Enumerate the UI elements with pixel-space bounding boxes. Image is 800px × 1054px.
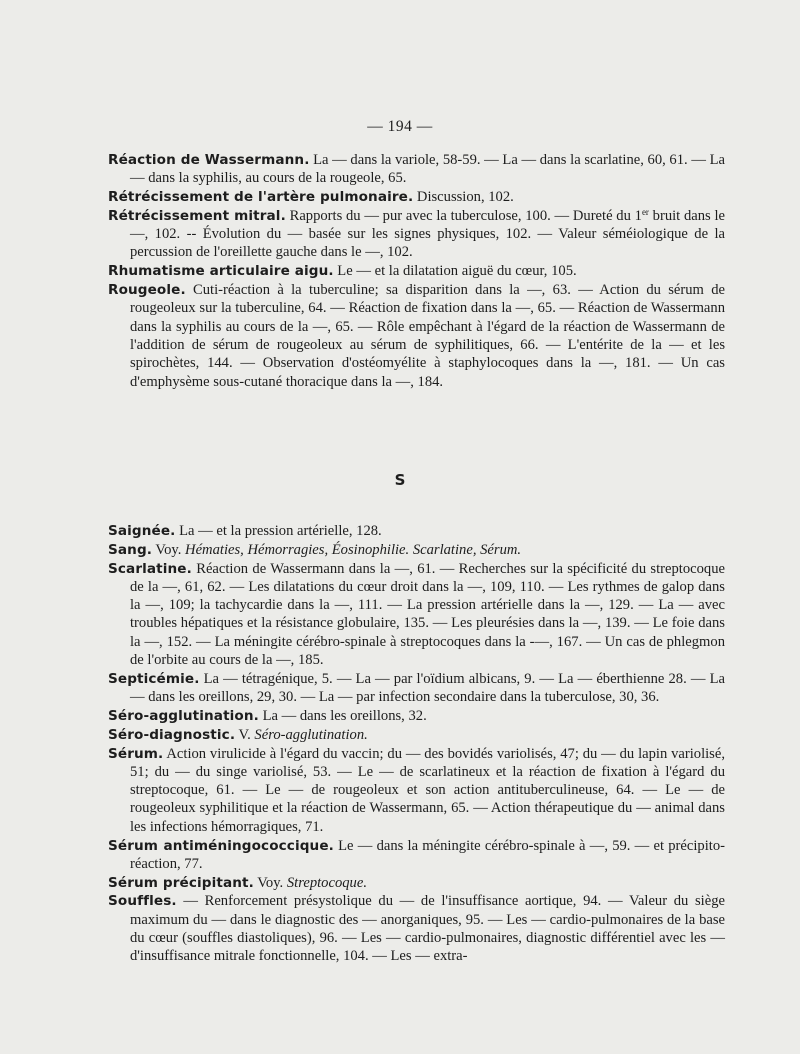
section-letter: S [394, 471, 406, 489]
index-entry [108, 726, 725, 744]
index-block-s [108, 522, 725, 966]
entry-heading: Saignée. [108, 523, 176, 539]
entry-text: La — et la pression artérielle, 128. [175, 523, 382, 539]
entry-heading: Souffles. [108, 893, 177, 910]
index-block-r [108, 151, 725, 391]
entry-text: La — dans les oreillons, 32. [258, 707, 427, 724]
index-entry [108, 892, 725, 965]
index-entry [108, 541, 725, 559]
entry-crossref: Hématies, Hémorragies, Éosinophilie. Scarlatine, Sérum. [185, 541, 522, 558]
index-entry [108, 707, 725, 725]
entry-heading: Séro-agglutination. [108, 707, 259, 724]
entry-text: Réaction de Wassermann dans la —, 61. — Recherches sur la spécificité du streptocoque de la —, 61, 62. — Les dilatations du cœur droit dans la —, 109, 110. — Les rythmes de galop dans la —, 109; la tachycardie dans la —, 111. — La pression artérielle dans la —, 129. — La — avec troubles hépatiques et la résistance globulaire, 135. — Les pleurésies dans la —, 139. — Le foie dans la —, 152. — La méningite cérébro-spinale à streptocoques dans la -—, 167. — Un cas de phlegmon de l'orbite au cours de la —, 185. [130, 560, 725, 669]
index-entry [108, 874, 725, 892]
entry-text: — Renforcement présystolique du — de l'insuffisance aortique, 94. — Valeur du siège maximum du — dans le diagnostic des — anorganiques, 95. — Les — cardio-pulmonaires de la base du cœur (souffles diastoliques), 96. — Les — cardio-pulmonaires, diagnostic différentiel avec les — d'insuffisance mitrale fonctionnelle, 104. — Les — extra- [130, 893, 725, 965]
entry-heading: Séro-diagnostic. [108, 726, 236, 743]
entry-heading: Sang. [108, 541, 153, 558]
entry-text: La — tétragénique, 5. — La — par l'oïdium albicans, 9. — La — éberthienne 28. — La — dans les oreillons, 29, 30. — La — par infection secondaire dans la tuberculose, 30, 36. [130, 670, 725, 706]
index-entry [108, 670, 725, 707]
entry-text: V. [235, 726, 255, 743]
entry-text: Voy. [152, 541, 186, 558]
entry-text: Cuti-réaction à la tuberculine; sa disparition dans la —, 63. — Action du sérum de rougeoleux sur la tuberculine, 64. — Réaction de fixation dans la —, 65. — Réaction de Wassermann dans la syphilis au cours de la —, 65. — Rôle empêchant à l'égard de la réaction de Wassermann de l'addition de sérum de rougeoleux au sérum de syphilitiques, 66. — L'entérite de la — et les spirochètes, 144. — Observation d'ostéomyélite à staphylocoques dans la —, 181. — Un cas d'emphysème sous-cutané thoracique dans la —, 184. [130, 282, 725, 390]
index-entry [108, 151, 725, 188]
entry-heading: Rougeole. [108, 282, 186, 299]
entry-heading: Sérum. [108, 745, 164, 762]
index-entry [108, 188, 725, 206]
entry-heading: Réaction de Wassermann. [108, 152, 310, 168]
index-entry [108, 745, 725, 836]
entry-text: Discussion, 102. [413, 189, 514, 206]
entry-heading: Rétrécissement de l'artère pulmonaire. [108, 189, 414, 206]
entry-crossref: Streptocoque. [286, 874, 367, 891]
entry-text: Le — et la dilatation aiguë du cœur, 105. [333, 263, 577, 280]
index-entry [108, 281, 725, 391]
index-entry [108, 837, 725, 874]
index-entry [108, 560, 725, 670]
entry-text: Le — dans la méningite cérébro-spinale à —, 59. — et précipito-réaction, 77. [130, 837, 725, 872]
entry-heading: Scarlatine. [108, 560, 192, 577]
entry-text: Action virulicide à l'égard du vaccin; du — des bovidés variolisés, 47; du — du lapin variolisé, 51; du — du singe variolisé, 53. — Le — de scarlatineux et la réaction de fixation à l'égard du streptocoque, 61. — Le — de rougeoleux et son action antituberculineuse, 64. — Le — de rougeoleux syphilitique et la réaction de Wassermann, 65. — Action thérapeutique du — animal dans les infections hémorragiques, 71. [130, 745, 725, 835]
index-entry [108, 262, 725, 280]
entry-heading: Septicémie. [108, 670, 200, 687]
entry-text: Rapports du — pur avec la tuberculose, 100. — Dureté du 1er bruit dans le —, 102. -- Évolution du — basée sur les signes physiques, 102. — Valeur séméiologique de la percussion de l'oreillette gauche dans le —, 102. [130, 206, 725, 261]
entry-heading: Sérum antiméningococcique. [108, 837, 334, 854]
page-number: — 194 — [367, 118, 433, 135]
entry-text: Voy. [253, 874, 287, 891]
index-entry [108, 207, 725, 262]
entry-text: La — dans la variole, 58-59. — La — dans la scarlatine, 60, 61. — La — dans la syphilis, au cours de la rougeole, 65. [130, 152, 725, 187]
entry-heading: Sérum précipitant. [108, 874, 254, 891]
entry-heading: Rétrécissement mitral. [108, 207, 286, 224]
index-entry [108, 522, 725, 540]
entry-crossref: Séro-agglutination. [254, 726, 368, 743]
entry-heading: Rhumatisme articulaire aigu. [108, 263, 334, 280]
